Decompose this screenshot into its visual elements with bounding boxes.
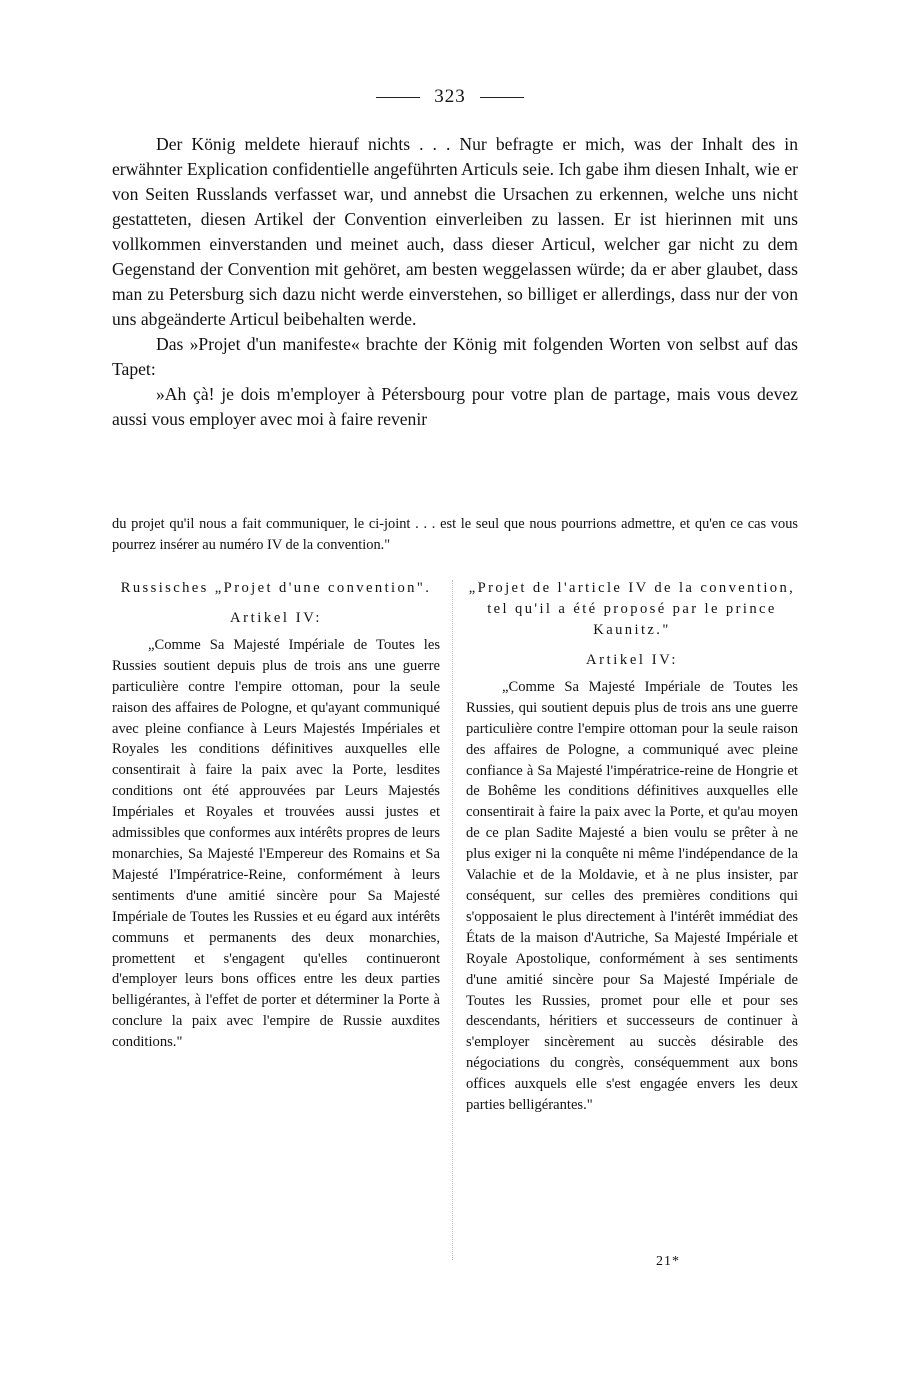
- header-rule-right: [480, 97, 524, 98]
- right-column-article-text: „Comme Sa Majesté Impériale de Toutes les Russies, qui soutient depuis plus de trois ans une guerre particulière contre l'empire ottoman pour la seule raison des affaires de Pologne, a communiqué avec pleine confiance à Sa Majesté l'impératrice-reine de Hongrie et de Bohême les conditions définitives auxquelles elle consentirait à faire la paix avec la Porte, et qu'au moyen de ce plan Sadite Majesté a bien voulu se prêter à ne plus exiger ni la conquête ni même l'indépendance de la Valachie et de la Moldavie, et à ne plus insister, par conséquent, sur celles des premières conditions qui s'opposaient le plus directement à l'intérêt immédiat des États de la maison d'Autriche, Sa Majesté Impériale et Royale Apostolique, conformément à ses sentiments d'une amitié sincère pour Sa Majesté Impériale de Toutes les Russies, promet pour elle et pour ses descendants, héritiers et successeurs de continuer à s'employer sincèrement au succès désirable des négociations du congrès, conséquemment aux bons offices auxquels elle s'est engagée envers les deux parties belligérantes.": [466, 678, 798, 1114]
- paragraph: Das »Projet d'un manifeste« brachte der König mit folgenden Worten von selbst auf das Tapet:: [112, 334, 798, 379]
- main-text: [112, 132, 798, 432]
- right-column-subtitle: Artikel IV:: [586, 652, 678, 668]
- signature-mark: 21*: [656, 1254, 680, 1269]
- left-column-article-text: „Comme Sa Majesté Impériale de Toutes les Russies soutient depuis plus de trois ans une guerre particulière contre l'empire ottoman, pour la seule raison des affaires de Pologne, et qu'ayant communiqué avec pleine confiance à Leurs Majestés Impériales et Royales les conditions définitives auxquelles elle consentirait à faire la paix avec la Porte, lesdites conditions ont été approuvées par Leurs Majestés Impériales et Royales et trouvées aussi justes et admissibles que conformes aux intérêts propres de leurs monarchies, Sa Majesté l'Empereur des Romains et Sa Majesté l'Impératrice-Reine, conformément à leurs sentiments d'une amitié sincère pour Sa Majesté Impériale de Toutes les Russies et eu égard aux intérêts communs et permanents des deux monarchies, promettent et s'engagent qu'elles continueront d'employer leurs bons offices entre les deux parties belligérantes, à l'effet de porter et déterminer la Porte à conclure la paix avec l'empire de Russie auxdites conditions.": [112, 636, 440, 1051]
- footnote: du projet qu'il nous a fait communiquer, le ci-joint . . . est le seul que nous pourrions admettre, et qu'en ce cas vous pourrez insérer au numéro IV de la convention.": [112, 516, 798, 553]
- right-column: [466, 578, 798, 1116]
- page-header: [0, 86, 900, 108]
- left-column: [112, 578, 440, 1053]
- left-column-title: Russisches „Projet d'une convention".: [120, 580, 432, 596]
- left-column-subtitle: Artikel IV:: [230, 610, 322, 626]
- column-divider: [452, 580, 453, 1260]
- page-number: 323: [434, 86, 466, 107]
- paragraph: »Ah çà! je dois m'employer à Pétersbourg pour votre plan de partage, mais vous devez aussi vous employer avec moi à faire revenir: [112, 384, 798, 429]
- paragraph: Der König meldete hierauf nichts . . . Nur befragte er mich, was der Inhalt des in erwähnter Explication confidentielle angeführten Articuls seie. Ich gabe ihm diesen Inhalt, wie er von Seiten Russlands verfasset war, und annebst die Ursachen zu erkennen, welche uns nicht gestatteten, diesen Artikel der Convention einverleiben zu lassen. Er ist hierinnen mit uns vollkommen einverstanden und meinet auch, dass dieser Articul, welcher gar nicht zu dem Gegenstand der Convention mit gehöret, am besten weggelassen würde; da er aber glaubet, dass man zu Petersburg sich dazu nicht werde einverstehen, so billiget er allerdings, dass nur der von uns abgeänderte Articul beibehalten werde.: [112, 134, 798, 329]
- header-rule-left: [376, 97, 420, 98]
- right-column-title: „Projet de l'article IV de la convention, tel qu'il a été proposé par le prince Kaunitz.": [468, 580, 796, 638]
